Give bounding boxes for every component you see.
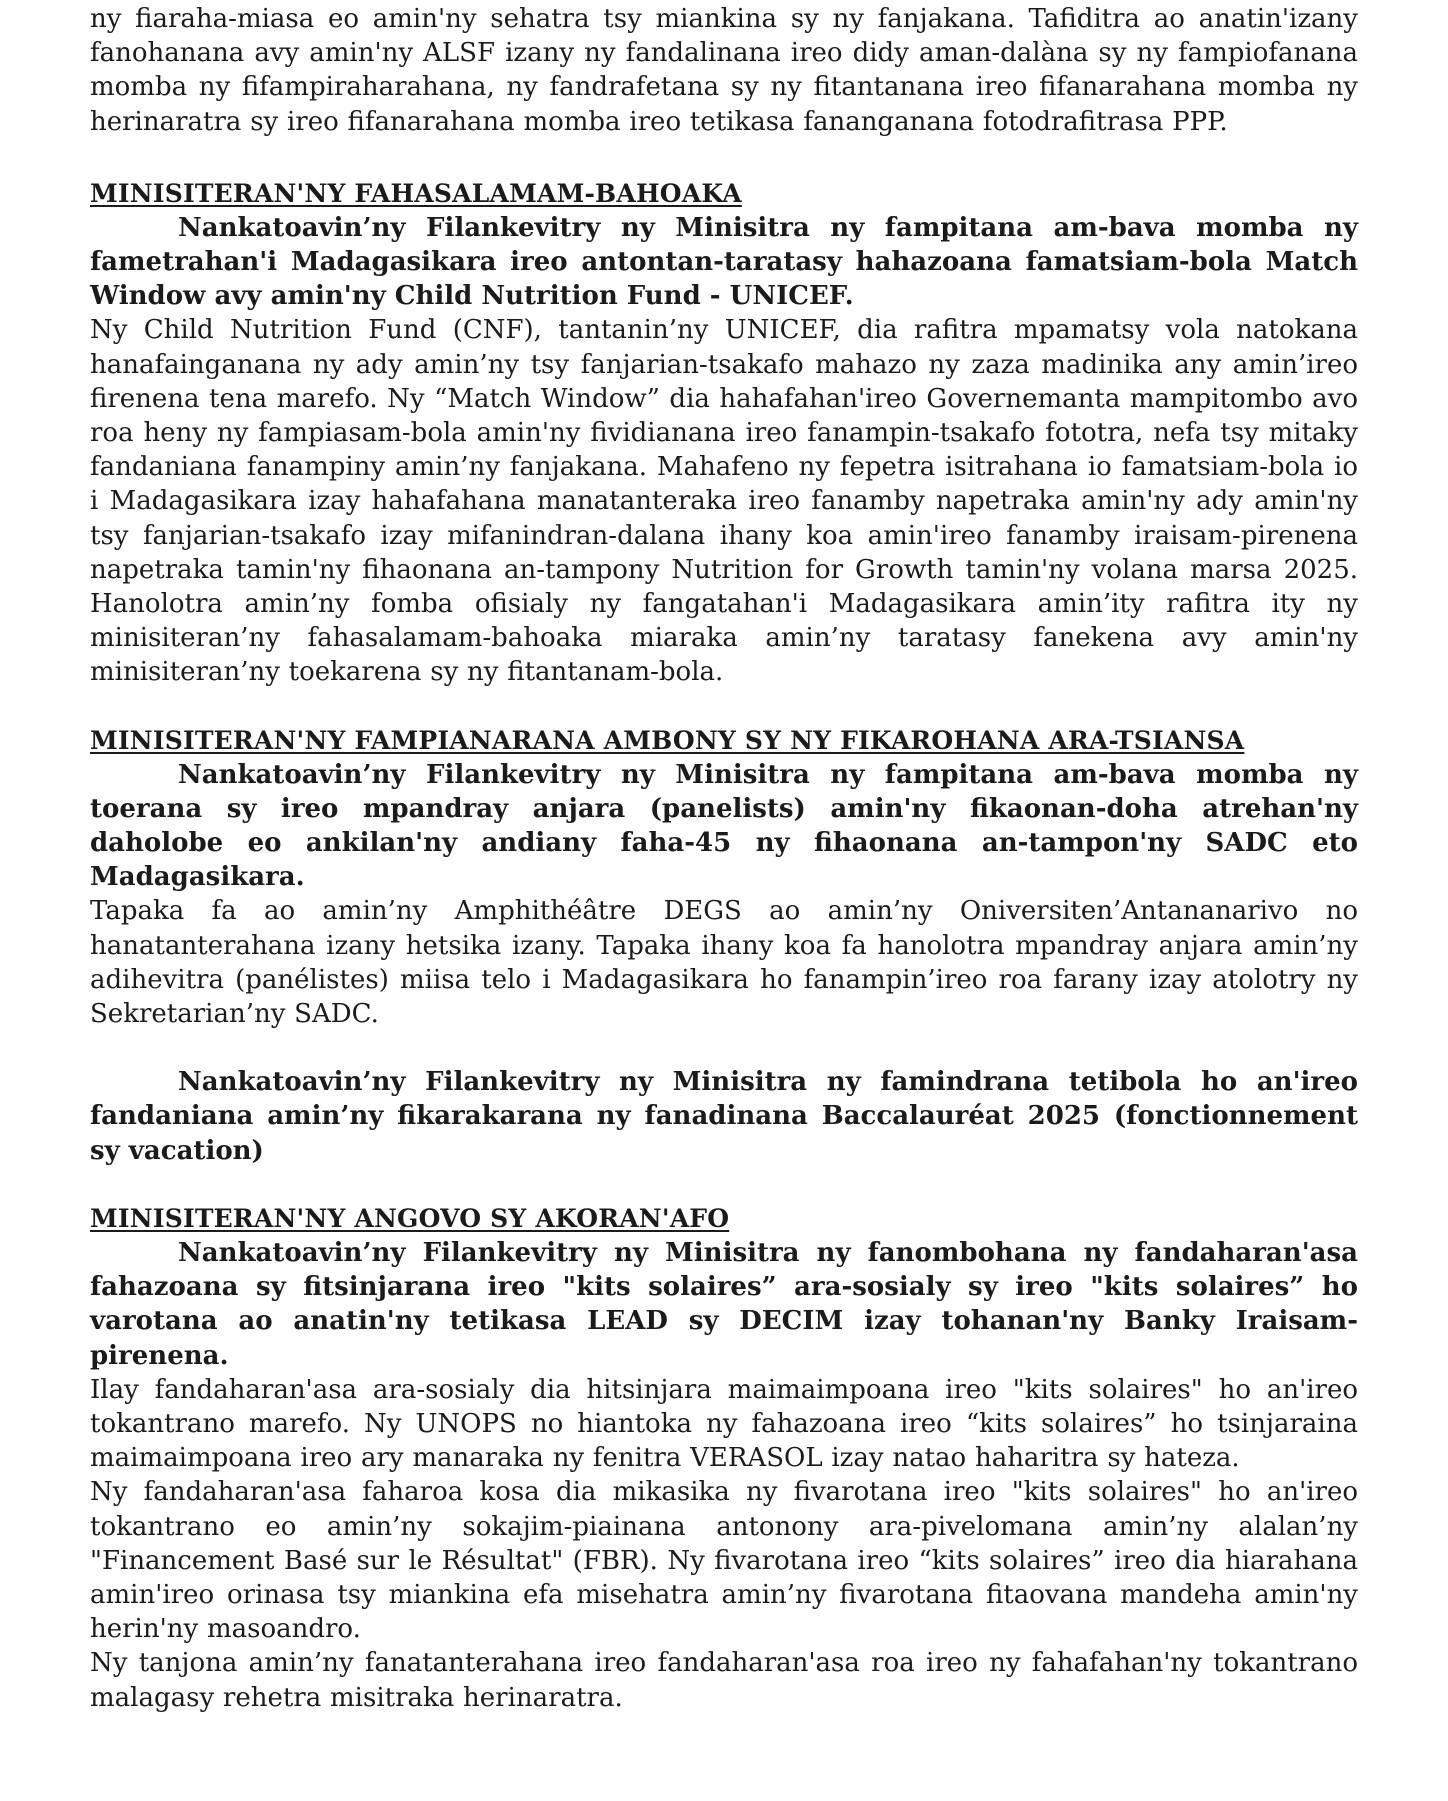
spacer (90, 139, 1358, 177)
decision-body-health: Ny Child Nutrition Fund (CNF), tantanin’ny UNICEF, dia rafitra mpamatsy vola natokana hanafainganana ny ady amin’ny tsy fanjarian-tsakafo mahazo ny zaza madinika any amin’ireo firenena tena marefo. Ny “Match Window” dia hahafahan'ireo Governemanta mampitombo avo roa heny ny fampiasam-bola amin'ny fividianana ireo fanampin-tsakafo fototra, nefa tsy mitaky fandaniana fanampiny amin’ny fanjakana. Mahafeno ny fepetra isitrahana io famatsiam-bola io i Madagasikara izay hahafahana manatanteraka ireo fanamby napetraka amin'ny ady amin'ny tsy fanjarian-tsakafo izay mifanindran-dalana ihany koa amin'ireo fanamby iraisam-pirenena napetraka tamin'ny fihaonana an-tampony Nutrition for Growth tamin'ny volana marsa 2025. Hanolotra amin’ny fomba ofisialy ny fangatahan'i Madagasikara amin’ity rafitra ity ny minisiteran’ny fahasalamam-bahoaka miaraka amin’ny taratasy fanekena avy amin'ny minisiteran’ny toekarena sy ny fitantanam-bola. (90, 315, 1358, 688)
spacer (90, 690, 1358, 724)
decision-body-energy-3: Ny tanjona amin’ny fanatanterahana ireo fandaharan'asa roa ireo ny fahafahan'ny tokantrano malagasy rehetra misitraka herinaratra. (90, 1648, 1358, 1713)
decision-body-sadc: Tapaka fa ao amin’ny Amphithéâtre DEGS ao amin’ny Oniversiten’Antananarivo no hanatanterahana izany hetsika izany. Tapaka ihany koa fa hanolotra mpandray anjara amin’ny adihevitra (panélistes) miisa telo i Madagasikara ho fanampin’ireo roa farany izay atolotry ny Sekretarian’ny SADC. (90, 896, 1358, 1030)
spacer (90, 1031, 1358, 1065)
decision-lead-baccalaureat: Nankatoavin’ny Filankevitry ny Minisitra ny famindrana tetibola ho an'ireo fandaniana amin’ny fikarakarana ny fanadinana Baccalauréat 2025 (fonctionnement sy vacation) (90, 1067, 1358, 1166)
document-page (90, 0, 1358, 1715)
decision-lead-sadc: Nankatoavin’ny Filankevitry ny Minisitra ny fampitana am-bava momba ny toerana sy ireo mpandray anjara (panelists) amin'ny fikaonan-doha atrehan'ny daholobe eo ankilan'ny andiany faha-45 ny fihaonana an-tampon'ny SADC eto Madagasikara. (90, 759, 1358, 893)
section-energy (90, 1202, 1358, 1715)
decision-body-energy-1: Ilay fandaharan'asa ara-sosialy dia hitsinjara maimaimpoana ireo "kits solaires" ho an'ireo tokantrano marefo. Ny UNOPS no hiantoka ny fahazoana ireo “kits solaires” ho tsinjaraina maimaimpoana ireo ary manaraka ny fenitra VERASOL izay natao haharitra sy hateza. (90, 1374, 1358, 1474)
section-higher-education (90, 724, 1358, 1168)
decision-lead-energy: Nankatoavin’ny Filankevitry ny Minisitra ny fanombohana ny fandaharan'asa fahazoana sy fitsinjarana ireo "kits solaires” ara-sosialy sy ireo "kits solaires” ho varotana ao anatin'ny tetikasa LEAD sy DECIM izay tohanan'ny Banky Iraisam-pirenena. (90, 1237, 1358, 1371)
spacer (90, 1168, 1358, 1202)
section-health (90, 177, 1358, 690)
intro-paragraph: ny fiaraha-miasa eo amin'ny sehatra tsy miankina sy ny fanjakana. Tafiditra ao anatin'izany fanohanana avy amin'ny ALSF izany ny fandalinana ireo didy aman-dalàna sy ny fampiofanana momba ny fifampiraharahana, ny fandrafetana sy ny fitantanana ireo fifanarahana momba ny herinaratra sy ireo fifanarahana momba ireo tetikasa fananganana fotodrafitrasa PPP. (90, 4, 1358, 137)
section-heading-health: MINISITERAN'NY FAHASALAMAM-BAHOAKA (90, 178, 742, 208)
section-heading-higher-education: MINISITERAN'NY FAMPIANARANA AMBONY SY NY FIKAROHANA ARA-TSIANSA (90, 725, 1245, 755)
decision-body-energy-2: Ny fandaharan'asa faharoa kosa dia mikasika ny fivarotana ireo "kits solaires" ho an'ireo tokantrano eo amin’ny sokajim-piainana antonony ara-pivelomana amin’ny alalan’ny "Financement Basé sur le Résultat" (FBR). Ny fivarotana ireo “kits solaires” ireo dia hiarahana amin'ireo orinasa tsy miankina efa misehatra amin’ny fivarotana fitaovana mandeha amin'ny herin'ny masoandro. (90, 1477, 1358, 1645)
section-heading-energy: MINISITERAN'NY ANGOVO SY AKORAN'AFO (90, 1203, 730, 1233)
decision-lead-health: Nankatoavin’ny Filankevitry ny Minisitra ny fampitana am-bava momba ny fametrahan'i Madagasikara ireo antontan-taratasy hahazoana famatsiam-bola Match Window avy amin'ny Child Nutrition Fund - UNICEF. (90, 212, 1358, 312)
